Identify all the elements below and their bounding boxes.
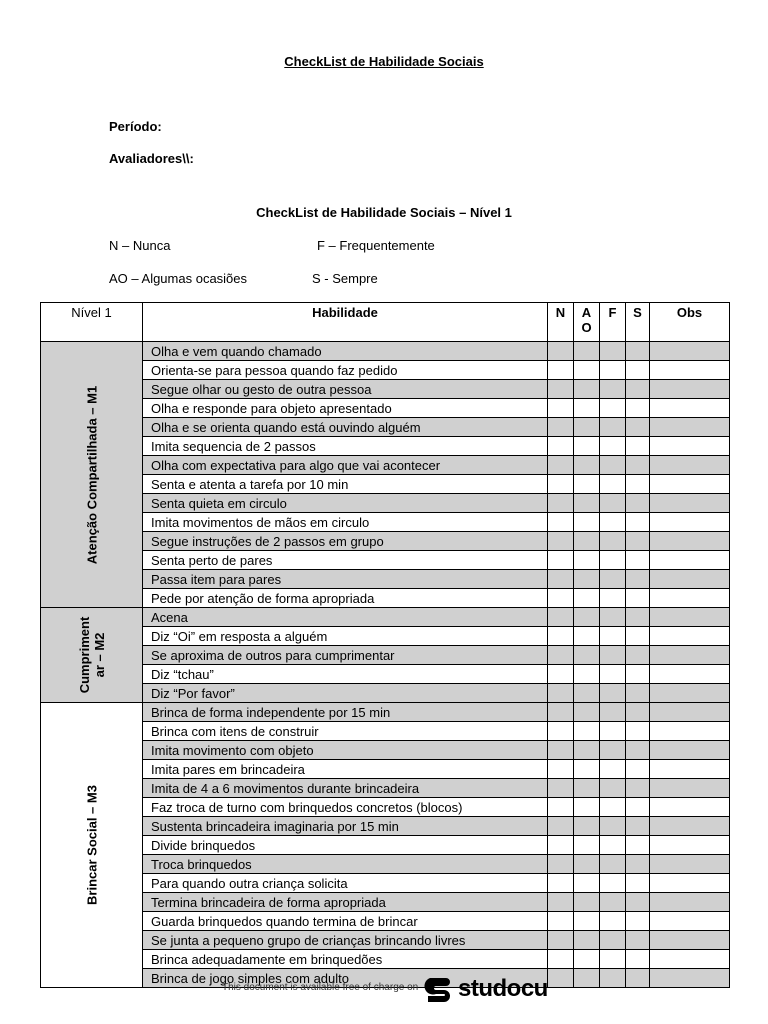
rating-cell-n[interactable] [548,684,574,703]
rating-cell-obs[interactable] [650,950,730,969]
rating-cell-f[interactable] [600,380,626,399]
legend-f: F – Frequentemente [317,238,435,253]
rating-cell-n[interactable] [548,589,574,608]
table-row [41,931,730,950]
rating-cell-ao[interactable] [574,817,600,836]
section-label: Brincar Social – M3 [84,785,99,905]
rating-cell-ao[interactable] [574,760,600,779]
rating-cell-n[interactable] [548,494,574,513]
table-row [41,456,730,475]
rating-cell-n[interactable] [548,836,574,855]
table-row [41,817,730,836]
rating-cell-n[interactable] [548,703,574,722]
rating-cell-s[interactable] [626,912,650,931]
skill-name: Pede por atenção de forma apropriada [143,589,548,608]
rating-cell-f[interactable] [600,551,626,570]
table-row [41,380,730,399]
skill-name: Diz “Por favor” [143,684,548,703]
rating-cell-obs[interactable] [650,931,730,950]
rating-cell-ao[interactable] [574,551,600,570]
skill-name: Segue instruções de 2 passos em grupo [143,532,548,551]
rating-cell-f[interactable] [600,684,626,703]
rating-cell-s[interactable] [626,722,650,741]
table-row [41,684,730,703]
rating-cell-n[interactable] [548,760,574,779]
section-label-cell [41,608,143,703]
rating-cell-s[interactable] [626,418,650,437]
rating-cell-s[interactable] [626,950,650,969]
rating-cell-n[interactable] [548,361,574,380]
header-f: F [600,303,626,342]
table-row [41,836,730,855]
rating-cell-n[interactable] [548,817,574,836]
skill-name: Sustenta brincadeira imaginaria por 15 min [143,817,548,836]
rating-cell-f[interactable] [600,418,626,437]
rating-cell-ao[interactable] [574,456,600,475]
skill-name: Olha e responde para objeto apresentado [143,399,548,418]
rating-cell-f[interactable] [600,646,626,665]
rating-cell-obs[interactable] [650,399,730,418]
rating-cell-ao[interactable] [574,646,600,665]
rating-cell-n[interactable] [548,798,574,817]
rating-cell-ao[interactable] [574,684,600,703]
rating-cell-ao[interactable] [574,703,600,722]
rating-cell-obs[interactable] [650,437,730,456]
rating-cell-f[interactable] [600,399,626,418]
rating-cell-ao[interactable] [574,779,600,798]
rating-cell-obs[interactable] [650,665,730,684]
header-ao-a: A [581,305,592,320]
rating-cell-s[interactable] [626,855,650,874]
rating-cell-ao[interactable] [574,855,600,874]
rating-cell-obs[interactable] [650,760,730,779]
rating-cell-ao[interactable] [574,608,600,627]
table-row [41,779,730,798]
rating-cell-n[interactable] [548,513,574,532]
rating-cell-obs[interactable] [650,570,730,589]
skill-name: Imita movimentos de mãos em circulo [143,513,548,532]
rating-cell-s[interactable] [626,570,650,589]
rating-cell-n[interactable] [548,931,574,950]
rating-cell-obs[interactable] [650,779,730,798]
rating-cell-s[interactable] [626,456,650,475]
rating-cell-s[interactable] [626,874,650,893]
skill-name: Guarda brinquedos quando termina de brincar [143,912,548,931]
rating-cell-obs[interactable] [650,893,730,912]
skill-name: Segue olhar ou gesto de outra pessoa [143,380,548,399]
rating-cell-ao[interactable] [574,418,600,437]
rating-cell-n[interactable] [548,418,574,437]
table-row [41,798,730,817]
section-label: Atenção Compartilhada – M1 [84,385,99,564]
rating-cell-n[interactable] [548,912,574,931]
skill-name: Brinca com itens de construir [143,722,548,741]
rating-cell-ao[interactable] [574,627,600,646]
rating-cell-n[interactable] [548,437,574,456]
rating-cell-ao[interactable] [574,950,600,969]
rating-cell-obs[interactable] [650,494,730,513]
rating-cell-ao[interactable] [574,437,600,456]
rating-cell-obs[interactable] [650,836,730,855]
rating-cell-f[interactable] [600,722,626,741]
skill-name: Imita de 4 a 6 movimentos durante brincadeira [143,779,548,798]
table-row [41,437,730,456]
skill-name: Orienta-se para pessoa quando faz pedido [143,361,548,380]
rating-cell-ao[interactable] [574,589,600,608]
rating-cell-f[interactable] [600,475,626,494]
skill-name: Acena [143,608,548,627]
rating-cell-s[interactable] [626,646,650,665]
skill-name: Passa item para pares [143,570,548,589]
rating-cell-s[interactable] [626,627,650,646]
rating-cell-s[interactable] [626,836,650,855]
rating-cell-s[interactable] [626,513,650,532]
rating-cell-s[interactable] [626,931,650,950]
rating-cell-f[interactable] [600,817,626,836]
rating-cell-obs[interactable] [650,418,730,437]
rating-cell-ao[interactable] [574,912,600,931]
rating-cell-ao[interactable] [574,399,600,418]
table-row [41,855,730,874]
skill-name: Brinca adequadamente em brinquedões [143,950,548,969]
rating-cell-ao[interactable] [574,570,600,589]
rating-cell-ao[interactable] [574,494,600,513]
rating-cell-f[interactable] [600,703,626,722]
studocu-logo-icon [424,974,454,1004]
skill-name: Para quando outra criança solicita [143,874,548,893]
rating-cell-obs[interactable] [650,817,730,836]
rating-cell-s[interactable] [626,342,650,361]
table-row [41,570,730,589]
rating-cell-obs[interactable] [650,969,730,988]
table-row [41,627,730,646]
rating-cell-f[interactable] [600,532,626,551]
rating-cell-obs[interactable] [650,551,730,570]
rating-cell-s[interactable] [626,494,650,513]
skills-checklist-table [40,302,730,988]
skill-name: Imita movimento com objeto [143,741,548,760]
rating-cell-f[interactable] [600,437,626,456]
table-row [41,665,730,684]
table-row [41,722,730,741]
rating-cell-ao[interactable] [574,475,600,494]
rating-cell-s[interactable] [626,361,650,380]
rating-cell-f[interactable] [600,950,626,969]
rating-cell-f[interactable] [600,855,626,874]
rating-cell-ao[interactable] [574,380,600,399]
rating-cell-ao[interactable] [574,969,600,988]
rating-cell-ao[interactable] [574,798,600,817]
table-row [41,342,730,361]
rating-cell-s[interactable] [626,608,650,627]
table-row [41,893,730,912]
section-label-cell [41,342,143,608]
table-row [41,361,730,380]
rating-cell-n[interactable] [548,779,574,798]
legend-n: N – Nunca [109,238,171,253]
rating-cell-ao[interactable] [574,836,600,855]
table-row [41,646,730,665]
avaliadores-label: Avaliadores\\: [109,151,194,166]
studocu-logo[interactable] [424,972,548,1006]
rating-cell-f[interactable] [600,760,626,779]
skill-name: Olha com expectativa para algo que vai acontecer [143,456,548,475]
rating-cell-n[interactable] [548,456,574,475]
rating-cell-f[interactable] [600,931,626,950]
checklist-subtitle: CheckList de Habilidade Sociais – Nível 1 [256,205,512,220]
rating-cell-n[interactable] [548,950,574,969]
table-row [41,399,730,418]
rating-cell-s[interactable] [626,817,650,836]
rating-cell-obs[interactable] [650,855,730,874]
rating-cell-ao[interactable] [574,722,600,741]
rating-cell-obs[interactable] [650,627,730,646]
studocu-wordmark: studocu [458,975,548,1002]
rating-cell-obs[interactable] [650,798,730,817]
rating-cell-obs[interactable] [650,589,730,608]
skill-name: Olha e vem quando chamado [143,342,548,361]
rating-cell-f[interactable] [600,570,626,589]
table-row [41,760,730,779]
skill-name: Termina brincadeira de forma apropriada [143,893,548,912]
rating-cell-f[interactable] [600,627,626,646]
rating-cell-ao[interactable] [574,665,600,684]
header-n: N [548,303,574,342]
rating-cell-f[interactable] [600,361,626,380]
rating-cell-s[interactable] [626,532,650,551]
skill-name: Brinca de forma independente por 15 min [143,703,548,722]
header-nivel: Nível 1 [41,303,143,342]
header-obs: Obs [650,303,730,342]
rating-cell-f[interactable] [600,836,626,855]
table-row [41,874,730,893]
table-row [41,418,730,437]
rating-cell-f[interactable] [600,798,626,817]
table-header-row [41,303,730,342]
rating-cell-s[interactable] [626,589,650,608]
rating-cell-s[interactable] [626,665,650,684]
rating-cell-obs[interactable] [650,380,730,399]
rating-cell-n[interactable] [548,741,574,760]
rating-cell-obs[interactable] [650,608,730,627]
rating-cell-ao[interactable] [574,931,600,950]
rating-cell-n[interactable] [548,532,574,551]
rating-cell-n[interactable] [548,551,574,570]
rating-cell-obs[interactable] [650,342,730,361]
skill-name: Imita sequencia de 2 passos [143,437,548,456]
rating-cell-obs[interactable] [650,646,730,665]
table-row [41,513,730,532]
skill-name: Brinca de jogo simples com adulto [143,969,548,988]
rating-cell-n[interactable] [548,342,574,361]
legend-s: S - Sempre [312,271,378,286]
skill-name: Olha e se orienta quando está ouvindo alguém [143,418,548,437]
rating-cell-s[interactable] [626,475,650,494]
rating-cell-ao[interactable] [574,513,600,532]
rating-cell-obs[interactable] [650,361,730,380]
header-ao [574,303,600,342]
legend-ao: AO – Algumas ocasiões [109,271,248,286]
rating-cell-f[interactable] [600,893,626,912]
rating-cell-f[interactable] [600,608,626,627]
rating-cell-f[interactable] [600,741,626,760]
rating-cell-f[interactable] [600,969,626,988]
table-row [41,475,730,494]
rating-cell-obs[interactable] [650,475,730,494]
rating-cell-s[interactable] [626,551,650,570]
rating-cell-n[interactable] [548,570,574,589]
table-row [41,912,730,931]
rating-cell-obs[interactable] [650,684,730,703]
rating-cell-ao[interactable] [574,741,600,760]
rating-cell-obs[interactable] [650,741,730,760]
rating-cell-s[interactable] [626,399,650,418]
table-row [41,494,730,513]
rating-cell-s[interactable] [626,741,650,760]
skill-name: Senta quieta em circulo [143,494,548,513]
rating-cell-f[interactable] [600,513,626,532]
rating-cell-obs[interactable] [650,703,730,722]
rating-cell-n[interactable] [548,722,574,741]
rating-cell-s[interactable] [626,684,650,703]
table-row [41,950,730,969]
rating-cell-f[interactable] [600,912,626,931]
footer-notice: This document is available free of charge on [222,982,419,993]
rating-cell-f[interactable] [600,494,626,513]
rating-cell-f[interactable] [600,874,626,893]
rating-cell-f[interactable] [600,589,626,608]
header-s: S [626,303,650,342]
rating-cell-n[interactable] [548,969,574,988]
header-habilidade: Habilidade [143,303,548,342]
rating-cell-f[interactable] [600,665,626,684]
section-label-cell [41,703,143,988]
periodo-label: Período: [109,119,162,134]
rating-cell-ao[interactable] [574,532,600,551]
rating-cell-s[interactable] [626,703,650,722]
rating-cell-s[interactable] [626,969,650,988]
rating-cell-obs[interactable] [650,532,730,551]
skill-name: Diz “Oi” em resposta a alguém [143,627,548,646]
table-row [41,703,730,722]
rating-cell-n[interactable] [548,608,574,627]
rating-cell-n[interactable] [548,893,574,912]
skill-name: Senta perto de pares [143,551,548,570]
skill-name: Se aproxima de outros para cumprimentar [143,646,548,665]
skill-name: Diz “tchau” [143,665,548,684]
rating-cell-s[interactable] [626,893,650,912]
rating-cell-n[interactable] [548,855,574,874]
skill-name: Senta e atenta a tarefa por 10 min [143,475,548,494]
rating-cell-n[interactable] [548,665,574,684]
rating-cell-obs[interactable] [650,874,730,893]
skill-name: Troca brinquedos [143,855,548,874]
rating-cell-n[interactable] [548,646,574,665]
table-row [41,532,730,551]
table-row [41,741,730,760]
rating-cell-s[interactable] [626,760,650,779]
skill-name: Imita pares em brincadeira [143,760,548,779]
rating-cell-n[interactable] [548,380,574,399]
rating-cell-s[interactable] [626,380,650,399]
skill-name: Divide brinquedos [143,836,548,855]
rating-cell-s[interactable] [626,779,650,798]
section-label: Cumpriment ar – M2 [76,616,107,694]
rating-cell-n[interactable] [548,627,574,646]
rating-cell-obs[interactable] [650,912,730,931]
rating-cell-s[interactable] [626,437,650,456]
rating-cell-f[interactable] [600,342,626,361]
document-title: CheckList de Habilidade Sociais [284,54,484,69]
header-ao-o: O [581,320,592,335]
rating-cell-n[interactable] [548,874,574,893]
skill-name: Faz troca de turno com brinquedos concretos (blocos) [143,798,548,817]
table-row [41,589,730,608]
rating-cell-ao[interactable] [574,874,600,893]
rating-cell-obs[interactable] [650,513,730,532]
skill-name: Se junta a pequeno grupo de crianças brincando livres [143,931,548,950]
rating-cell-f[interactable] [600,456,626,475]
rating-cell-ao[interactable] [574,342,600,361]
rating-cell-f[interactable] [600,779,626,798]
rating-cell-obs[interactable] [650,456,730,475]
rating-cell-obs[interactable] [650,722,730,741]
rating-cell-ao[interactable] [574,361,600,380]
rating-cell-s[interactable] [626,798,650,817]
rating-cell-n[interactable] [548,399,574,418]
rating-cell-n[interactable] [548,475,574,494]
table-row [41,608,730,627]
table-row [41,551,730,570]
rating-cell-ao[interactable] [574,893,600,912]
